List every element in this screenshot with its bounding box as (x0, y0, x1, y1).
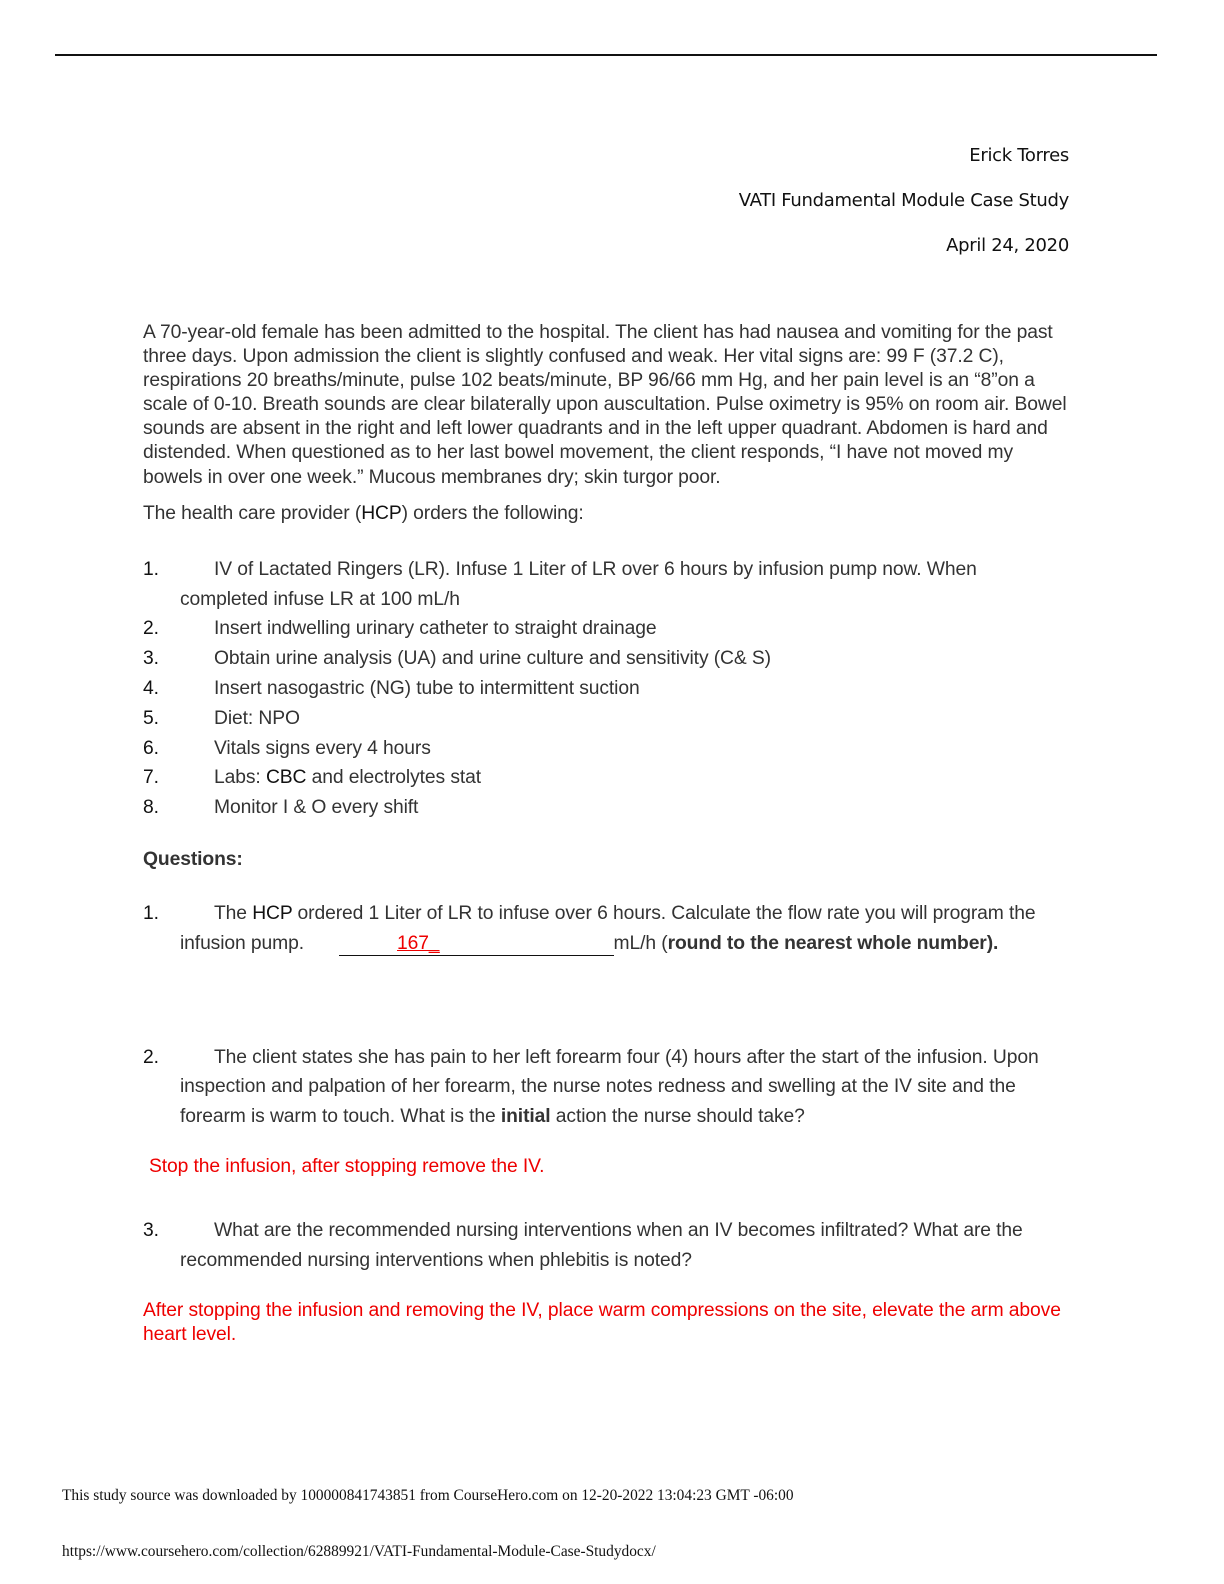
question-text-suffix: action the nurse should take? (550, 1106, 805, 1128)
author-name: Erick Torres (969, 145, 1069, 166)
question-1 (143, 899, 1068, 959)
question-text: What are the recommended nursing interventions when an IV becomes infiltrated? What are the recommended nursing interventions when phlebitis is noted? (180, 1220, 1023, 1271)
questions-heading: Questions: (143, 848, 243, 870)
question-number: 3. (143, 1220, 159, 1241)
order-text: Insert indwelling urinary catheter to straight drainage (214, 618, 657, 640)
order-item (143, 555, 1068, 615)
question-number: 1. (143, 903, 159, 925)
order-item (143, 734, 1068, 764)
order-number: 8. (143, 797, 159, 819)
order-text: Insert nasogastric (NG) tube to intermittent suction (214, 677, 640, 699)
document-header (739, 143, 1069, 278)
order-text: Obtain urine analysis (UA) and urine culture and sensitivity (C& S) (214, 648, 771, 670)
hcp-prefix: The health care provider ( (143, 502, 362, 524)
hcp-abbr: HCP (361, 502, 402, 524)
order-number: 2. (143, 618, 159, 640)
question-text-prefix: The (214, 903, 253, 925)
question-2 (143, 1043, 1068, 1132)
source-url-link[interactable]: https://www.coursehero.com/collection/62889921/VATI-Fundamental-Module-Case-Studydocx/ (62, 1543, 656, 1560)
order-item (143, 644, 1068, 674)
order-text: Diet: NPO (214, 707, 300, 729)
order-text-prefix: Labs: (214, 767, 266, 789)
question-2-answer: Stop the infusion, after stopping remove the IV. (149, 1156, 545, 1177)
question-text-emphasis: initial (500, 1106, 551, 1128)
question-3 (143, 1216, 1068, 1276)
order-text: Vitals signs every 4 hours (214, 737, 431, 759)
order-item (143, 704, 1068, 734)
order-item (143, 763, 1068, 793)
order-number: 6. (143, 737, 159, 759)
hcp-suffix: ) orders the following: (401, 502, 584, 524)
question-3-answer: After stopping the infusion and removing the IV, place warm compressions on the site, elevate the arm above heart level. (143, 1299, 1061, 1345)
answer-unit: mL/h ( (613, 932, 668, 954)
order-text: IV of Lactated Ringers (LR). Infuse 1 Liter of LR over 6 hours by infusion pump now. When completed infuse LR at 100 mL/h (180, 558, 977, 610)
orders-list (143, 555, 1068, 823)
document-title: VATI Fundamental Module Case Study (738, 190, 1069, 211)
order-number: 7. (143, 767, 159, 789)
document-body (143, 321, 1068, 1347)
order-text: Monitor I & O every shift (214, 797, 419, 819)
document-date: April 24, 2020 (946, 235, 1069, 256)
order-item (143, 674, 1068, 704)
question-text-abbr: HCP (252, 903, 293, 925)
flow-rate-answer: 167_ (397, 932, 440, 954)
order-text-suffix: and electrolytes stat (306, 767, 481, 789)
case-description: A 70-year-old female has been admitted to the hospital. The client has had nausea and vomiting for the past three days. Upon admission the client is slightly confused and weak. Her vital signs are: 99 F (37.2 C), respirations 20 breaths/minute, pulse 102 beats/minute, BP 96/66 mm Hg, and her pain level is an “8”on a scale of 0-10. Breath sounds are clear bilaterally upon auscultation. Pulse oximetry is 95% on room air. Bowel sounds are absent in the right and left lower quadrants and in the left upper quadrant. Abdomen is hard and distended. When questioned as to her last bowel movement, the client responds, “I have not moved my bowels in over one week.” Mucous membranes dry; skin turgor poor. (143, 322, 1067, 488)
order-item (143, 793, 1068, 823)
order-item (143, 614, 1068, 644)
order-number: 1. (143, 558, 159, 580)
download-notice: This study source was downloaded by 100000841743851 from CourseHero.com on 12-20-2022 13:04:23 GMT -06:00 (62, 1487, 794, 1504)
order-number: 3. (143, 648, 159, 670)
order-text-abbr: CBC (265, 767, 307, 789)
hcp-orders-intro (143, 502, 1068, 526)
header-rule (55, 54, 1157, 56)
answer-blank (339, 933, 614, 956)
rounding-note: round to the nearest whole number). (667, 932, 999, 954)
question-text-prefix: The client states she has pain to her left forearm four (4) hours after the start of the infusion. Upon inspection and palpation of her forearm, the nurse notes redness and swelling at the IV site and the forearm is warm to touch. What is the (180, 1046, 1039, 1128)
question-number: 2. (143, 1046, 159, 1068)
question-text: ordered 1 Liter of LR to infuse over 6 hours. Calculate the flow rate you will program the infusion pump. (180, 903, 1036, 954)
order-number: 5. (143, 707, 159, 729)
order-number: 4. (143, 677, 159, 699)
